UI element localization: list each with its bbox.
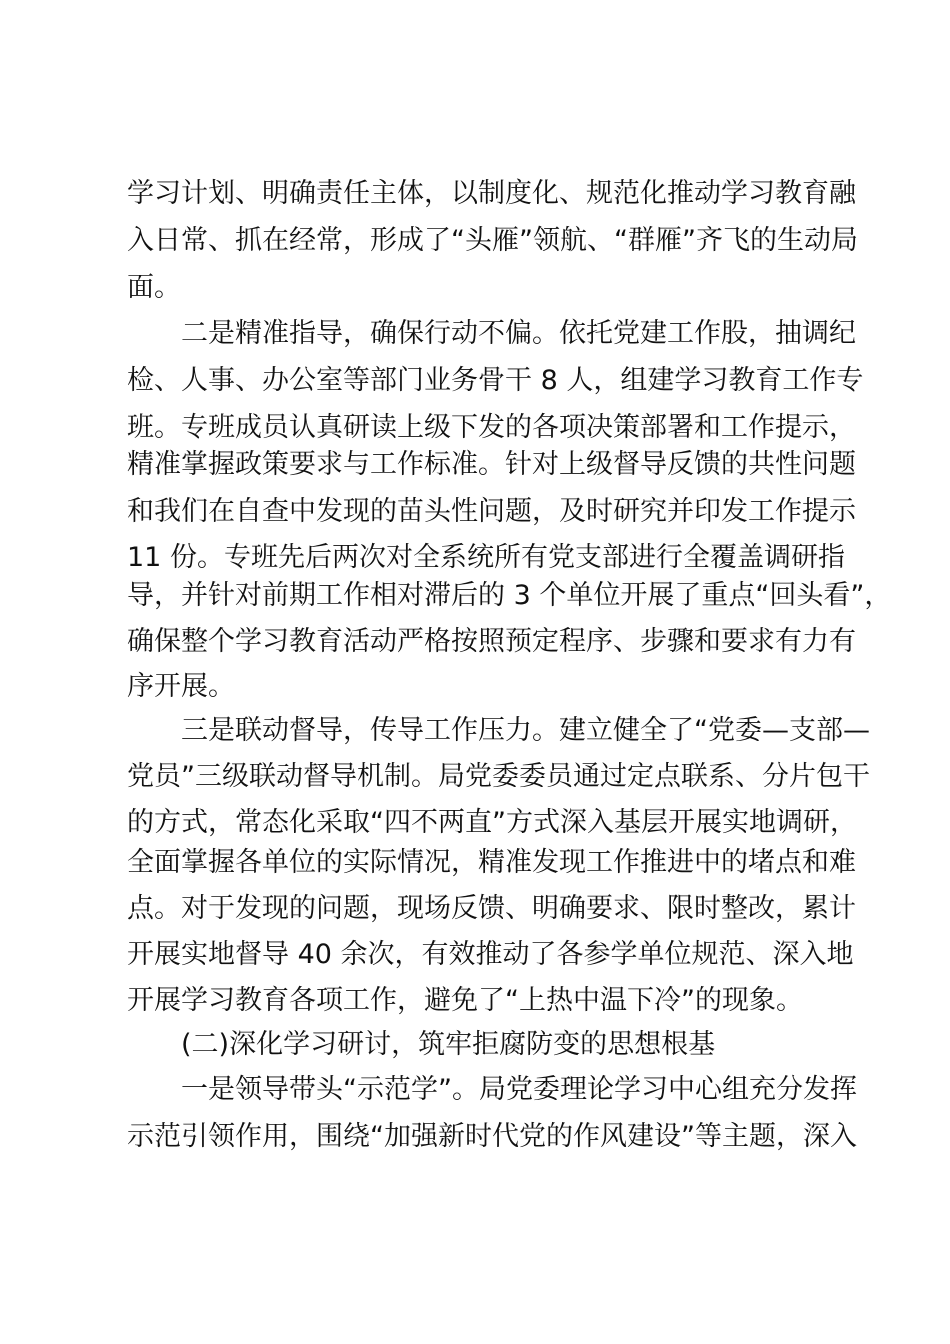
text-line: 确保整个学习教育活动严格按照预定程序、步骤和要求有力有 [127,626,856,657]
text-line: 入日常、抓在经常，形成了“头雁”领航、“群雁”齐飞的生动局 [127,225,858,256]
text-line: 开展实地督导 40 余次，有效推动了各参学单位规范、深入地 [127,939,854,970]
paragraph-start-line: 一是领导带头“示范学”。局党委理论学习中心组充分发挥 [181,1074,857,1105]
text-line: 学习计划、明确责任主体，以制度化、规范化推动学习教育融 [127,178,856,209]
paragraph-start-line: 三是联动督导，传导工作压力。建立健全了“党委—支部— [181,715,870,746]
text-line: 检、人事、办公室等部门业务骨干 8 人，组建学习教育工作专 [127,365,864,396]
paragraph-start-line: 二是精准指导，确保行动不偏。依托党建工作股，抽调纪 [181,318,856,349]
text-line: 点。对于发现的问题，现场反馈、明确要求、限时整改，累计 [127,893,856,924]
text-line: 党员”三级联动督导机制。局党委委员通过定点联系、分片包干 [127,761,870,792]
text-line: 精准掌握政策要求与工作标准。针对上级督导反馈的共性问题 [127,449,856,480]
text-line: 面。 [127,272,181,303]
text-line: 序开展。 [127,671,235,702]
text-line: 班。专班成员认真研读上级下发的各项决策部署和工作提示， [127,412,856,443]
section-heading: (二)深化学习研讨，筑牢拒腐防变的思想根基 [181,1029,716,1060]
text-line: 导，并针对前期工作相对滞后的 3 个单位开展了重点“回头看”， [127,580,892,611]
text-line: 全面掌握各单位的实际情况，精准发现工作推进中的堵点和难 [127,847,856,878]
text-line: 示范引领作用，围绕“加强新时代党的作风建设”等主题，深入 [127,1121,857,1152]
text-line: 开展学习教育各项工作，避免了“上热中温下冷”的现象。 [127,985,803,1016]
text-line: 和我们在自查中发现的苗头性问题，及时研究并印发工作提示 [127,496,856,527]
text-line: 的方式，常态化采取“四不两直”方式深入基层开展实地调研， [127,807,857,838]
text-line: 11 份。专班先后两次对全系统所有党支部进行全覆盖调研指 [127,542,845,573]
